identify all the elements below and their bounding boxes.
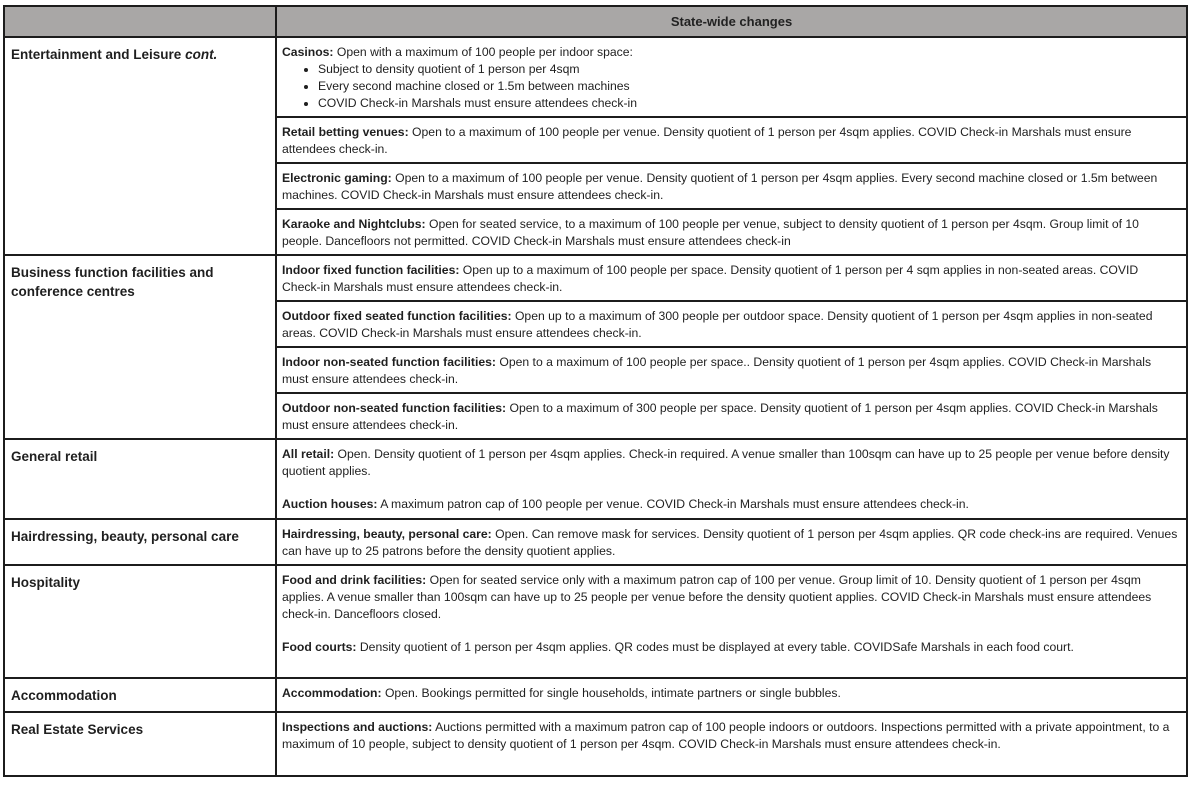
paragraph-food-drink: Food and drink facilities: Open for seated service only with a maximum patron cap of 100 per venue. Group limit of 10. Density quotient of 1 person per 4sqm applies. A venue smaller than 100sqm can have up to 25 people per venue before the density quotient applies. COVID Check-in Marshals must ensure attendees check-in. Dancefloors closed. bbox=[282, 573, 1152, 621]
detail-karaoke-nightclubs: Karaoke and Nightclubs: Open for seated service, to a maximum of 100 people per venue, subject to density quotient of 1 person per 4sqm. Group limit of 10 people. Dancefloors not permitted. COVID Check-in Marshals must ensure attendees check-in bbox=[276, 209, 1187, 255]
category-suffix: cont. bbox=[185, 47, 218, 62]
category-hairdressing: Hairdressing, beauty, personal care bbox=[4, 519, 276, 565]
detail-real-estate: Inspections and auctions: Auctions permitted with a maximum patron cap of 100 people indoors or outdoors. Inspections permitted with a private appointment, to a maximum of 10 people, subject to density quotient of 1 person per 4sqm. COVID Check-in Marshals must ensure attendees check-in. bbox=[276, 712, 1187, 776]
detail-outdoor-fixed-seated: Outdoor fixed seated function facilities: Open up to a maximum of 300 people per outdoor space. Density quotient of 1 person per 4sqm applies in non-seated areas. COVID Check-in Marshals must ensure attendees check-in. bbox=[276, 301, 1187, 347]
detail-general-retail bbox=[276, 439, 1187, 519]
category-entertainment: Entertainment and Leisure cont. bbox=[4, 37, 276, 255]
list-item: • Every second machine closed or 1.5m between machines bbox=[318, 78, 1180, 95]
table-row bbox=[4, 37, 1187, 117]
restrictions-table bbox=[3, 5, 1188, 777]
header-sector bbox=[4, 6, 276, 37]
category-accommodation: Accommodation bbox=[4, 678, 276, 712]
table-row bbox=[4, 519, 1187, 565]
table-row bbox=[4, 712, 1187, 776]
table-row bbox=[4, 678, 1187, 712]
detail-accommodation: Accommodation: Open. Bookings permitted for single households, intimate partners or single bubbles. bbox=[276, 678, 1187, 712]
detail-hairdressing: Hairdressing, beauty, personal care: Open. Can remove mask for services. Density quotient of 1 person per 4sqm applies. QR code check-ins are required. Venues can have up to 25 patrons before the density quotient applies. bbox=[276, 519, 1187, 565]
table-row bbox=[4, 439, 1187, 519]
table-row bbox=[4, 255, 1187, 301]
detail-retail-betting: Retail betting venues: Open to a maximum of 100 people per venue. Density quotient of 1 person per 4sqm applies. COVID Check-in Marshals must ensure attendees check-in. bbox=[276, 117, 1187, 163]
paragraph-all-retail: All retail: Open. Density quotient of 1 person per 4sqm applies. Check-in required. A venue smaller than 100sqm can have up to 25 people per venue before density quotient applies. bbox=[282, 447, 1170, 478]
detail-indoor-non-seated: Indoor non-seated function facilities: Open to a maximum of 100 people per space.. Density quotient of 1 person per 4sqm applies. COVID Check-in Marshals must ensure attendees check-in. bbox=[276, 347, 1187, 393]
category-general-retail: General retail bbox=[4, 439, 276, 519]
detail-electronic-gaming: Electronic gaming: Open to a maximum of 100 people per venue. Density quotient of 1 person per 4sqm applies. Every second machine closed or 1.5m between machines. COVID Check-in Marshals must ensure attendees check-in. bbox=[276, 163, 1187, 209]
detail-indoor-fixed-function: Indoor fixed function facilities: Open up to a maximum of 100 people per space. Density quotient of 1 person per 4 sqm applies in non-seated areas. COVID Check-in Marshals must ensure attendees check-in. bbox=[276, 255, 1187, 301]
category-business-function: Business function facilities and conference centres bbox=[4, 255, 276, 439]
header-row bbox=[4, 6, 1187, 37]
detail-casinos: Casinos: Open with a maximum of 100 people per indoor space: • Subject to density quotient of 1 person per 4sqm • Every second machine closed or 1.5m between machines • COVID Check-in Marshals must ensure attendees check-in bbox=[276, 37, 1187, 117]
category-hospitality: Hospitality bbox=[4, 565, 276, 678]
category-real-estate: Real Estate Services bbox=[4, 712, 276, 776]
list-item: • COVID Check-in Marshals must ensure attendees check-in bbox=[318, 95, 1180, 112]
paragraph-food-courts: Food courts: Density quotient of 1 person per 4sqm applies. QR codes must be displayed at every table. COVIDSafe Marshals in each food court. bbox=[282, 640, 1074, 654]
detail-outdoor-non-seated: Outdoor non-seated function facilities: Open to a maximum of 300 people per space. Density quotient of 1 person per 4sqm applies. COVID Check-in Marshals must ensure attendees check-in. bbox=[276, 393, 1187, 439]
detail-hospitality bbox=[276, 565, 1187, 678]
casinos-bullet-list bbox=[282, 61, 1180, 112]
header-state-wide-changes: State-wide changes bbox=[276, 6, 1187, 37]
table-row bbox=[4, 565, 1187, 678]
paragraph-auction-houses: Auction houses: A maximum patron cap of 100 people per venue. COVID Check-in Marshals must ensure attendees check-in. bbox=[282, 497, 969, 511]
list-item: • Subject to density quotient of 1 person per 4sqm bbox=[318, 61, 1180, 78]
